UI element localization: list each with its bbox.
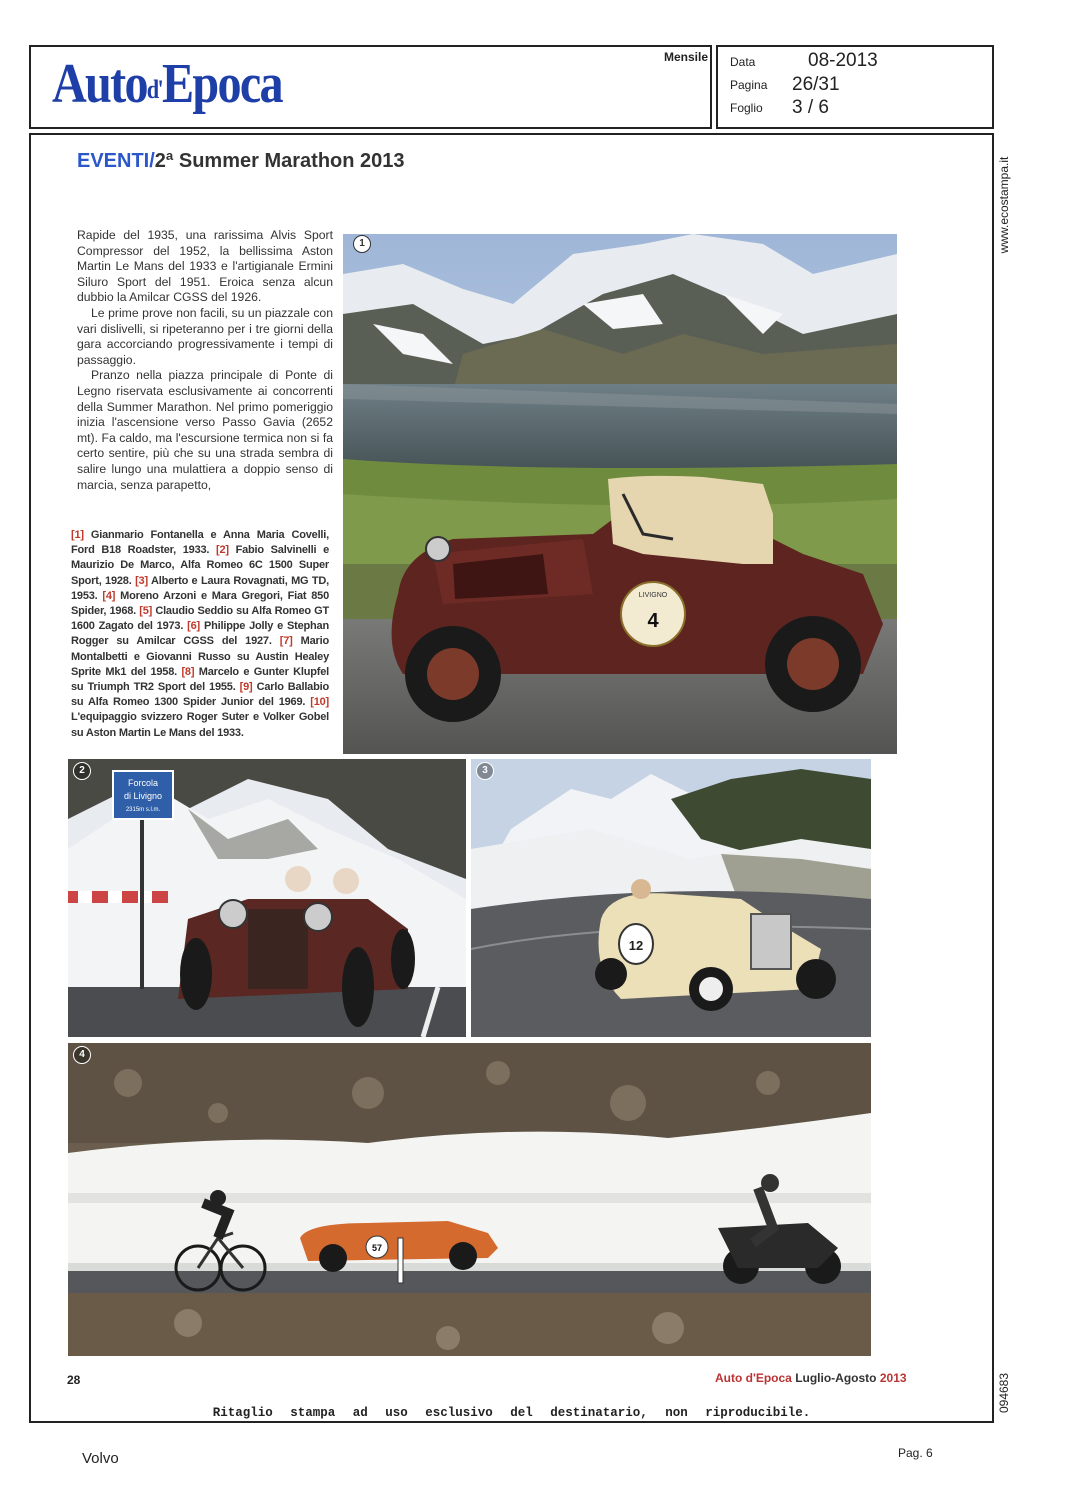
caption-text: Carlo Ballabio su Alfa Romeo 1300 Spider Junior del 1969. xyxy=(71,681,329,709)
caption-number: [2] xyxy=(216,544,229,557)
road-sign-line3: 2315m s.l.m. xyxy=(125,807,161,813)
date-value: 08-2013 xyxy=(808,50,878,71)
caption-text: Fabio Salvinelli e Maurizio De Marco, Alfa Romeo 6C 1500 Super Sport, 1928. xyxy=(71,544,329,587)
caption-number: [8] xyxy=(181,665,195,678)
photo-captions xyxy=(71,528,329,741)
caption-text: Gianmario Fontanella e Anna Maria Covelli, Ford B18 Roadster, 1933. xyxy=(71,529,329,557)
caption-number: [1] xyxy=(71,529,84,541)
magazine-issue: Auto d'Epoca Luglio-Agosto 2013 xyxy=(715,1371,907,1385)
caption-text: Marcelo e Gunter Klupfel su Triumph TR2 Sport del 1955. xyxy=(71,665,329,694)
article-body xyxy=(77,228,333,493)
caption-text: Mario Montalbetti e Giovanni Russo su Austin Healey Sprite Mk1 del 1958. xyxy=(71,635,329,678)
caption-text: Claudio Seddio su Alfa Romeo GT 1600 Zagato del 1973. xyxy=(71,605,329,633)
photo-number-badge: 1 xyxy=(353,235,371,253)
sheet-value: 3 / 6 xyxy=(792,97,829,118)
photo-number-badge: 3 xyxy=(476,762,494,780)
side-id: 094683 xyxy=(997,1372,1011,1414)
caption-text: L'equipaggio svizzero Roger Suter e Volker Gobel su Aston Martin Le Mans del 1933. xyxy=(71,711,329,739)
photo-alfa-romeo-6c xyxy=(68,759,466,1037)
photo-ford-roadster xyxy=(343,234,897,754)
section-label: EVENTI/ xyxy=(77,150,155,172)
caption-number: [6] xyxy=(187,620,201,633)
caption-text: Philippe Jolly e Stephan Rogger su Amilcar CGSS del 1927. xyxy=(71,620,329,648)
caption-number: [4] xyxy=(102,589,116,602)
page-indicator: Pag. 6 xyxy=(898,1446,933,1460)
caption-text: Alberto e Laura Rovagnati, MG TD, 1953. xyxy=(71,574,329,602)
caption-number: [5] xyxy=(139,605,153,618)
title-text: 2ª Summer Marathon 2013 xyxy=(154,150,405,172)
road-sign-line2: di Livigno xyxy=(123,791,163,801)
road-sign-line1: Forcola xyxy=(127,778,159,788)
caption-number: [9] xyxy=(239,681,253,694)
photo-number-badge: 2 xyxy=(73,762,91,780)
date-label: Data xyxy=(730,55,756,69)
copyright-notice: Ritaglio stampa ad uso esclusivo del destinatario, non riproducibile. xyxy=(212,1406,811,1420)
page-number: 28 xyxy=(67,1373,81,1387)
frequency-label: Mensile xyxy=(664,50,709,64)
race-plate-number: 12 xyxy=(628,938,644,953)
paragraph: Le prime prove non facili, su un piazzale con vari dislivelli, si ripeteranno per i tre giorni della gara accorciando progressivamente i tempi di passaggio. xyxy=(77,305,333,367)
article-title xyxy=(77,150,405,173)
race-plate-number: 4 xyxy=(647,610,659,632)
race-plate-number: 57 xyxy=(371,1243,383,1253)
caption-number: [3] xyxy=(135,574,148,587)
page-label: Pagina xyxy=(730,78,768,92)
photo-fiat-850-spider xyxy=(68,1043,871,1356)
client-name: Volvo xyxy=(82,1450,119,1467)
caption-number: [7] xyxy=(279,635,293,648)
paragraph: Pranzo nella piazza principale di Ponte di Legno riservata esclusivamente ai concorrenti della Summer Marathon. Nel primo pomeriggio inizia l'ascensione verso Passo Gavia (2652 mt). Fa caldo, ma l'escursione termica non si fa certo sentire, più che su una strada sembra di salire lungo una mulattiera a doppio senso di marcia, senza parapetto, xyxy=(77,368,333,492)
magazine-logo: Auto$^{d'}$Epoca xyxy=(52,53,282,115)
photo-number-badge: 4 xyxy=(73,1046,91,1064)
side-url[interactable]: www.ecostampa.it xyxy=(997,156,1011,254)
sheet-label: Foglio xyxy=(730,101,763,115)
caption-text: Moreno Arzoni e Mara Gregori, Fiat 850 Spider, 1968. xyxy=(71,589,329,618)
race-plate-top: LIVIGNO xyxy=(638,592,668,599)
page-value: 26/31 xyxy=(792,74,840,95)
caption-number: [10] xyxy=(310,696,329,709)
photo-mg-td xyxy=(471,759,871,1037)
paragraph: Rapide del 1935, una rarissima Alvis Sport Compressor del 1952, la bellissima Aston Martin Le Mans del 1933 e l'artigianale Ermini Siluro Sport del 1951. Eroica senza alcun dubbio la Amilcar CGSS del 1926. xyxy=(77,228,333,305)
